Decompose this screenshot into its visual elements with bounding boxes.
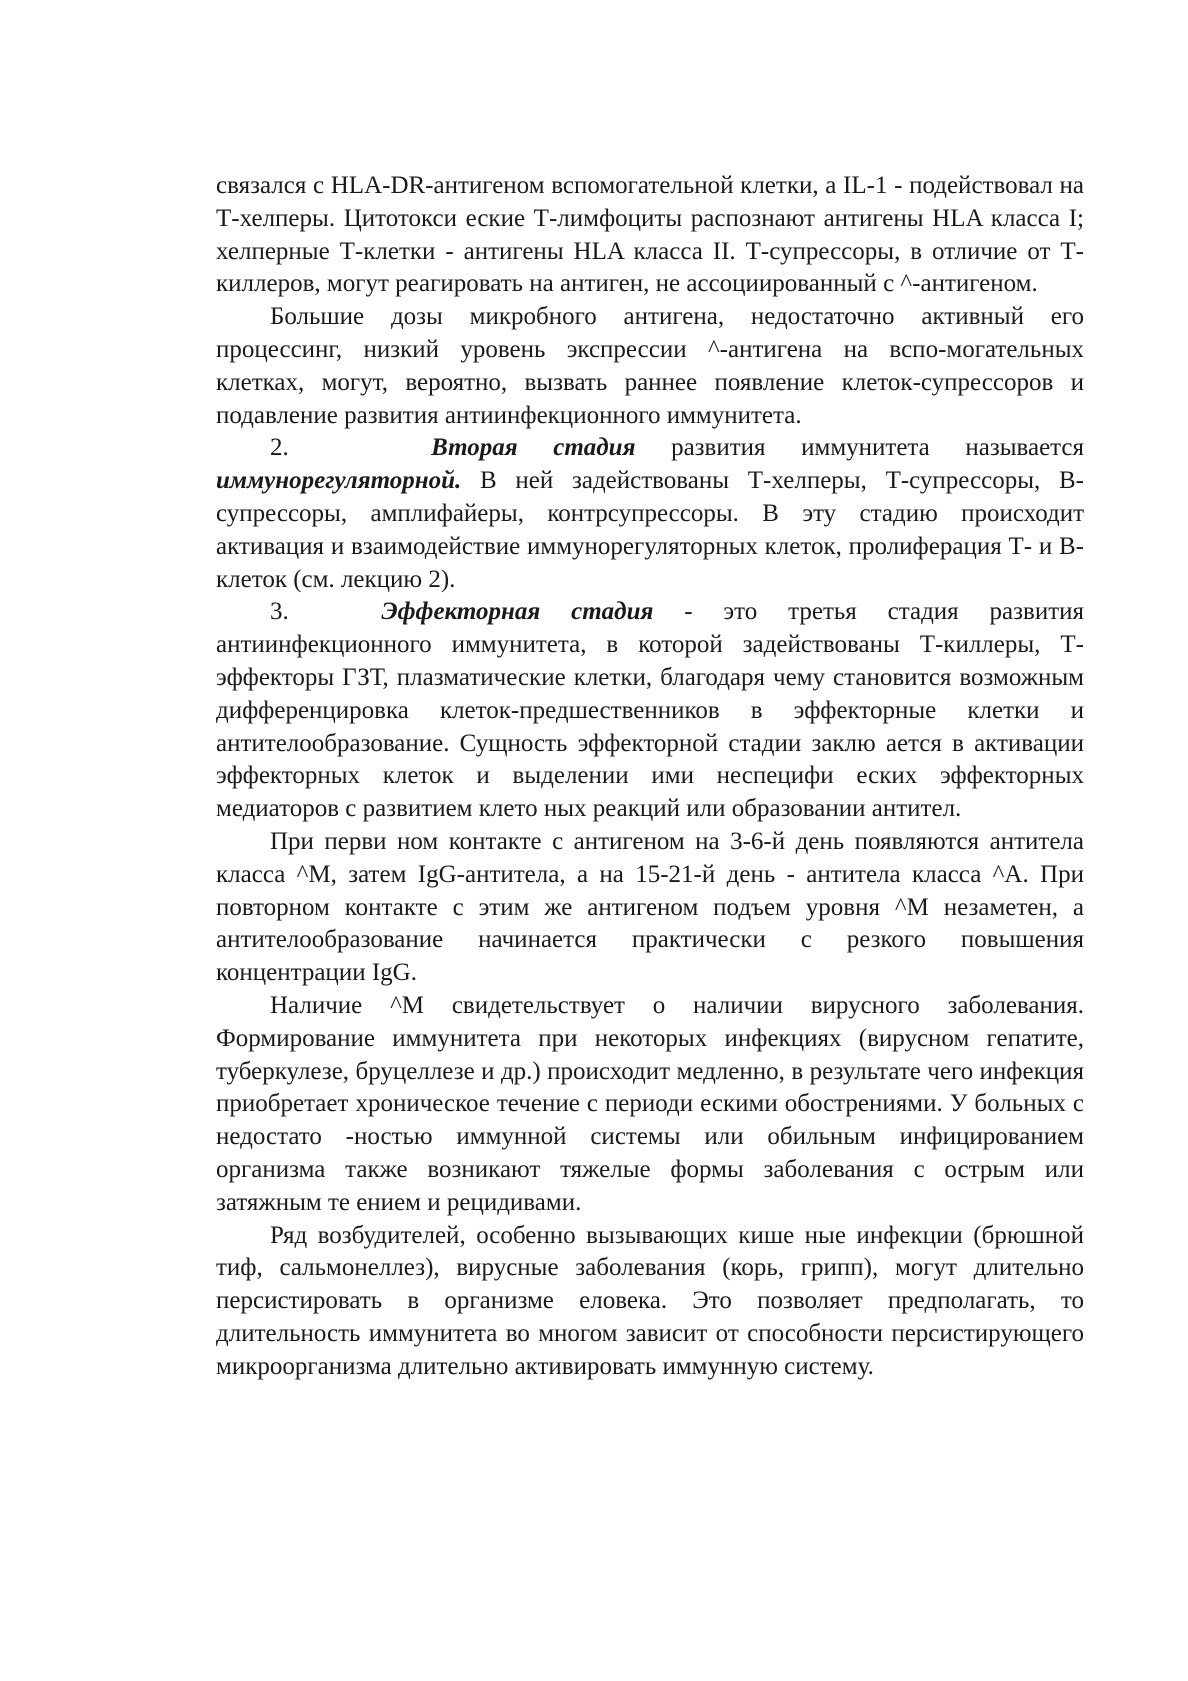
paragraph-text: развития иммунитета называется: [671, 434, 1085, 462]
paragraph-effector-stage: [216, 596, 1084, 826]
document-page: [216, 170, 1084, 1383]
term-second-stage: Вторая стадия: [431, 434, 636, 462]
paragraph-hla-antigens: связался с HLA-DR-антигеном вспомогательной клетки, а IL-1 - подействовал на Т-хелперы. Цитотокси еские Т-лимфоциты распознают антигены HLA класса I; хелперные Т-клетки - антигены HLA класса II. Т-супрессоры, в отличие от Т-киллеров, могут реагировать на антиген, не ассоциированный с ^-антигеном.: [216, 172, 1084, 298]
list-number: 2.: [270, 434, 289, 462]
paragraph-text: - это третья стадия развития антиинфекционного иммунитета, в которой задействованы Т-киллеры, Т-эффекторы ГЗТ, плазматические клетки, благодаря чему становится возможным дифференцировка клеток-предшественников в эффекторные клетки и антителообразование. Сущность эффекторной стадии заклю ается в активации эффекторных клеток и выделении ими неспецифи еских эффекторных медиаторов с развитием клето ных реакций или образовании антител.: [216, 598, 1085, 823]
term-immunoregulatory: иммунорегуляторной.: [216, 467, 462, 495]
paragraph-antigen-doses: Большие дозы микробного антигена, недостаточно активный его процессинг, низкий уровень экспрессии ^-антигена на вспо-могательных клетках, могут, вероятно, вызвать раннее появление клеток-супрессоров и подавление развития антиинфекционного иммунитета.: [216, 303, 1084, 429]
paragraph-persistence: Ряд возбудителей, особенно вызывающих кише ные инфекции (брюшной тиф, сальмонеллез), вирусные заболевания (корь, грипп), могут длительно персистировать в организме еловека. Это позволяет предполагать, то длительность иммунитета во многом зависит от способности персистирующего микроорганизма длительно активировать иммунную систему.: [216, 1221, 1084, 1380]
paragraph-igm-presence: Наличие ^М свидетельствует о наличии вирусного заболевания. Формирование иммунитета при некоторых инфекциях (вирусном гепатите, туберкулезе, бруцеллезе и др.) происходит медленно, в результате чего инфекция приобретает хроническое течение с периоди ескими обострениями. У больных с недостато -ностью иммунной системы или обильным инфицированием организма также возникают тяжелые формы заболевания с острым или затяжным те ением и рецидивами.: [216, 991, 1084, 1216]
term-effector-stage: Эффекторная стадия: [381, 598, 654, 626]
list-number: 3.: [270, 598, 289, 626]
paragraph-first-contact: При перви ном контакте с антигеном на 3-6-й день появляются антитела класса ^М, затем IgG-антитела, а на 15-21-й день - антитела класса ^А. При повторном контакте с этим же антигеном подъем уровня ^М незаметен, а антителообразование начинается практически с резкого повышения концентрации IgG.: [216, 827, 1084, 987]
paragraph-text: В ней задействованы Т-хелперы, Т-супрессоры, В-супрессоры, амплифайеры, контрсупрессоры. В эту стадию происходит активация и взаимодействие иммунорегуляторных клеток, пролиферация Т- и В-клеток (см. лекцию 2).: [216, 467, 1084, 593]
paragraph-second-stage: [216, 432, 1084, 596]
